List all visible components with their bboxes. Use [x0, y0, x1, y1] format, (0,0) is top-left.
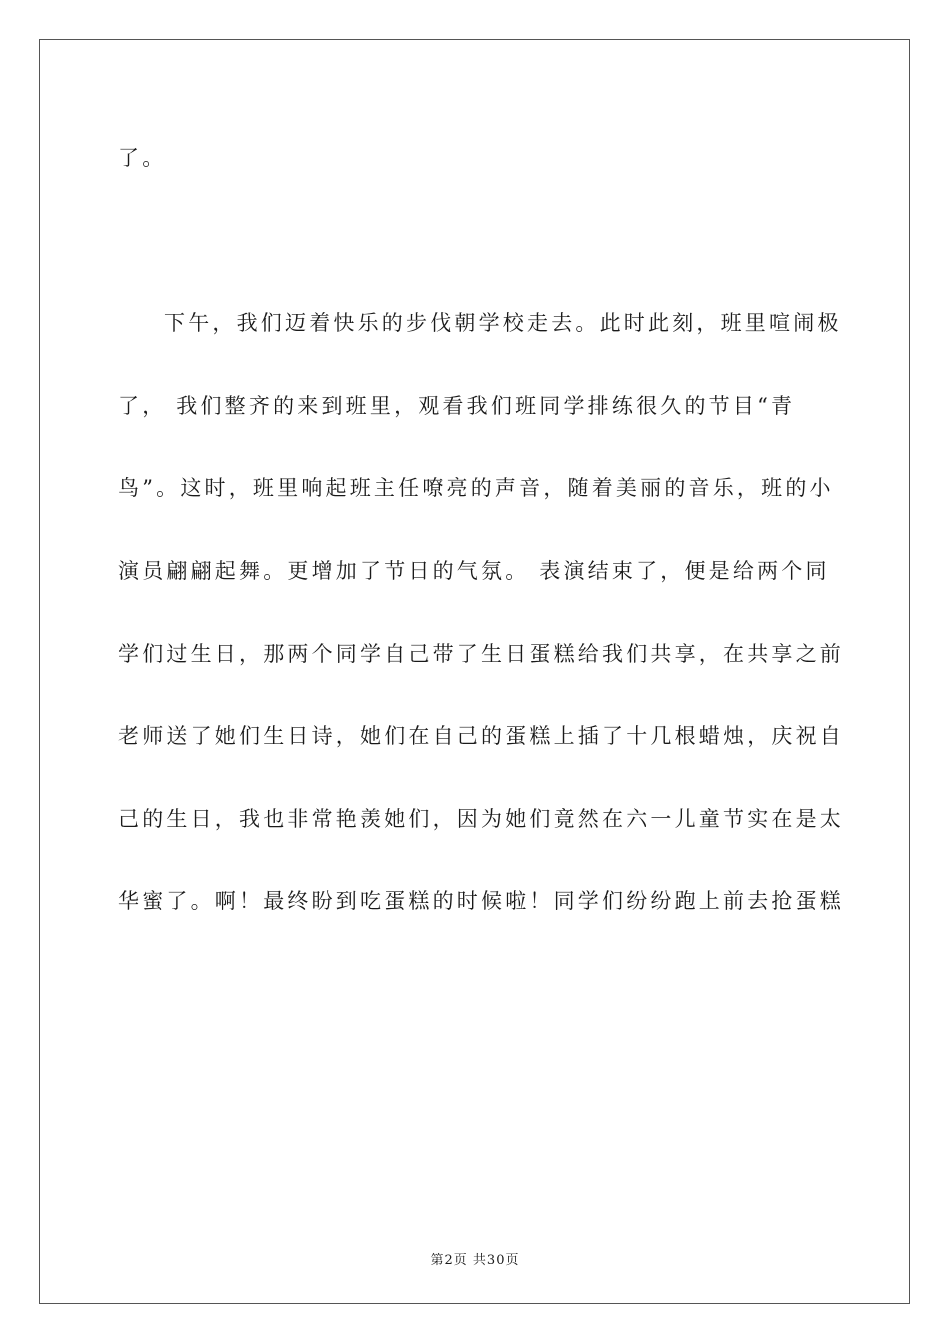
text-line: 了。 — [118, 146, 167, 170]
text-line: 鸟”。这时，班里响起班主任嘹亮的声音，随着美丽的音乐，班的小 — [118, 476, 834, 501]
text-line: 己的生日，我也非常艳羡她们，因为她们竟然在六一儿童节实在是太 — [118, 806, 844, 831]
text-line: 华蜜了。啊！最终盼到吃蛋糕的时候啦！同学们纷纷跑上前去抢蛋糕 — [118, 889, 844, 914]
document-body — [118, 117, 844, 943]
page-number-footer: 第2页 共30页 — [430, 1253, 520, 1268]
paragraph-gap — [118, 200, 833, 283]
text-line: 老师送了她们生日诗，她们在自己的蛋糕上插了十几根蜡烛，庆祝自 — [118, 724, 844, 749]
text-line: 演员翩翩起舞。更增加了节日的气氛。 表演结束了，便是给两个同 — [118, 558, 830, 583]
text-line: 了， 我们整齐的来到班里，观看我们班同学排练很久的节目“青 — [118, 393, 796, 418]
text-line: 下午，我们迈着快乐的步伐朝学校走去。此时此刻，班里喧闹极 — [164, 311, 842, 336]
text-line: 学们过生日，那两个同学自己带了生日蛋糕给我们共享，在共享之前 — [118, 641, 844, 666]
